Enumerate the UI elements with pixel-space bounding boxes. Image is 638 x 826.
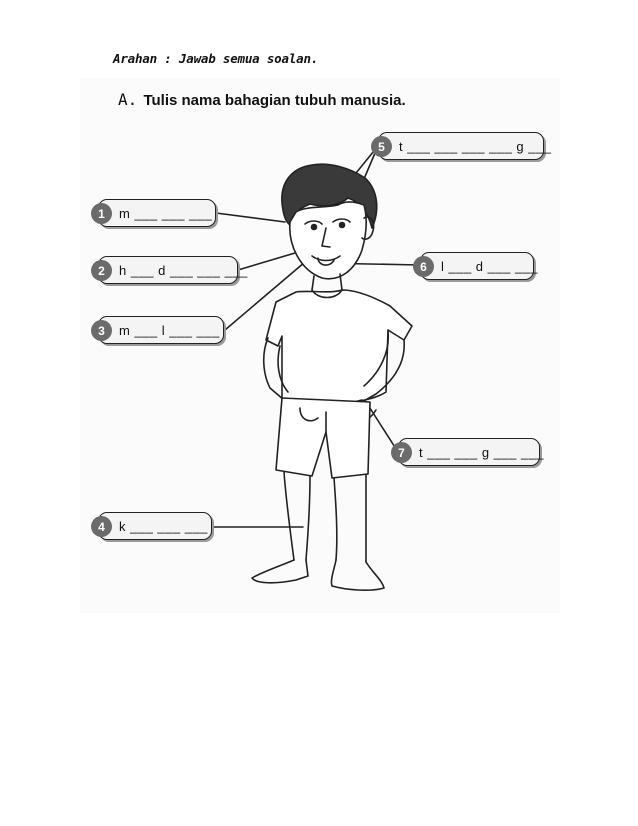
answer-hint: t ___ ___ g ___ ___: [419, 444, 545, 460]
answer-hint: m ___ ___ ___: [119, 205, 213, 221]
section-letter: A.: [118, 90, 138, 109]
question-number: 6: [413, 256, 434, 277]
answer-hint: t ___ ___ ___ ___ g ___: [399, 138, 552, 154]
answer-hint: m ___ l ___ ___: [119, 322, 220, 338]
question-number: 4: [91, 516, 112, 537]
answer-hint: h ___ d ___ ___ ___: [119, 262, 248, 278]
question-number: 5: [371, 136, 392, 157]
question-number: 2: [91, 260, 112, 281]
question-number: 1: [91, 203, 112, 224]
section-title: Tulis nama bahagian tubuh manusia.: [143, 92, 406, 109]
answer-hint: l ___ d ___ ___: [441, 258, 539, 274]
question-box-5[interactable]: [378, 132, 552, 160]
question-box-2[interactable]: [98, 256, 248, 284]
question-box-1[interactable]: [98, 199, 216, 227]
question-box-7[interactable]: [398, 438, 545, 466]
question-number: 7: [391, 442, 412, 463]
answer-hint: k ___ ___ ___: [119, 518, 208, 534]
question-box-3[interactable]: [98, 316, 224, 344]
question-box-6[interactable]: [420, 252, 539, 280]
question-number: 3: [91, 320, 112, 341]
instruction-text: Arahan : Jawab semua soalan.: [113, 51, 319, 66]
question-box-4[interactable]: [98, 512, 212, 540]
